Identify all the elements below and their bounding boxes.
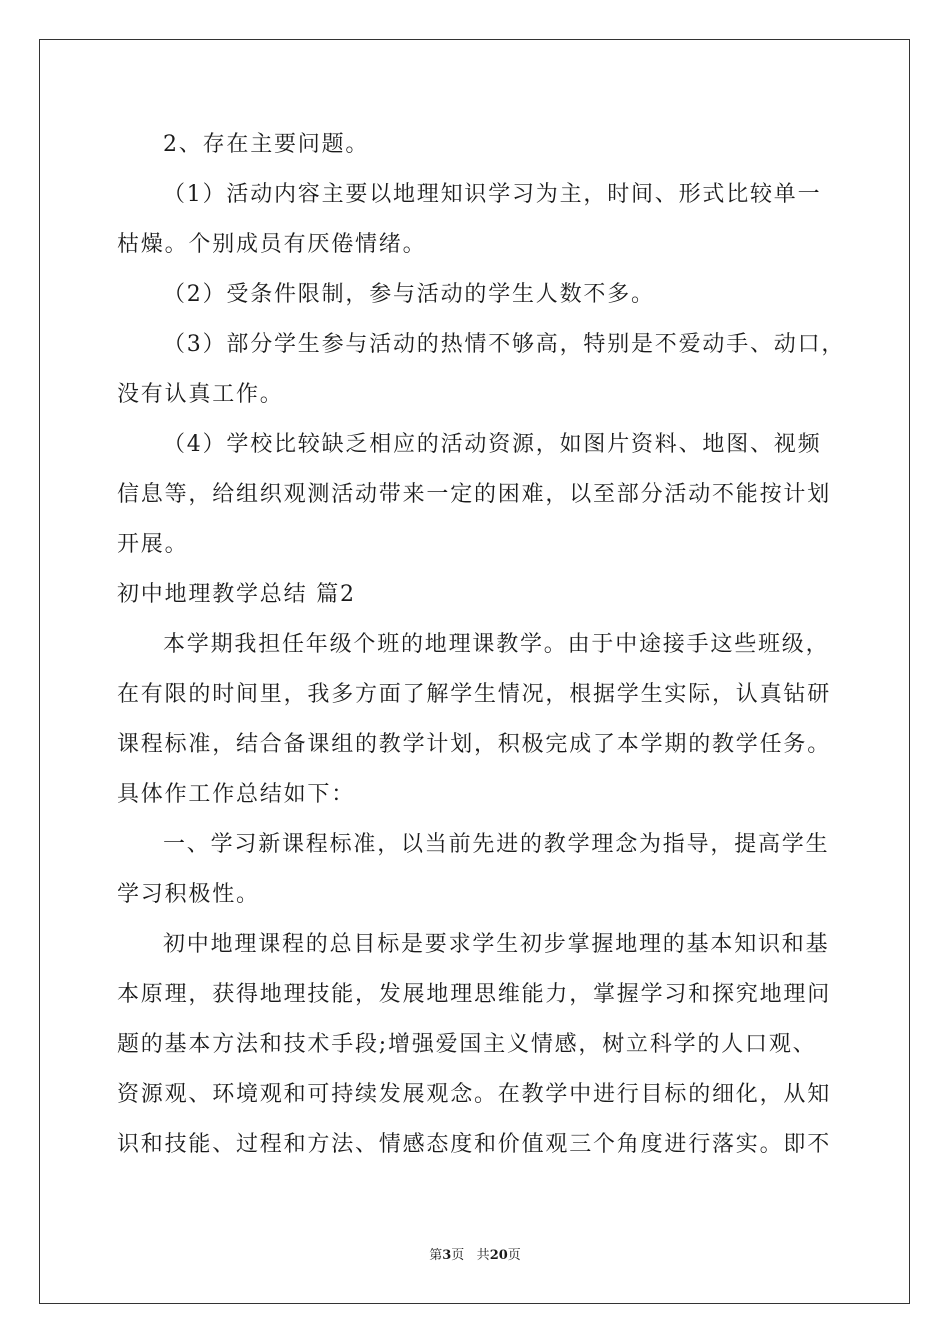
text-line: 没有认真工作。 bbox=[117, 382, 284, 407]
text-line: 本学期我担任年级个班的地理课教学。由于中途接手这些班级， bbox=[163, 632, 830, 657]
document-body bbox=[117, 130, 846, 1180]
text-line: 本原理，获得地理技能，发展地理思维能力，掌握学习和探究地理问 bbox=[117, 982, 832, 1007]
total-pages-number: 20 bbox=[489, 1248, 508, 1263]
text-line: 资源观、环境观和可持续发展观念。在教学中进行目标的细化，从知 bbox=[117, 1082, 832, 1107]
page-footer bbox=[0, 1247, 950, 1265]
text-line: （3）部分学生参与活动的热情不够高，特别是不爱动手、动口， bbox=[163, 332, 846, 357]
text-line: 枯燥。个别成员有厌倦情绪。 bbox=[117, 232, 427, 257]
text-line: 课程标准，结合备课组的教学计划，积极完成了本学期的教学任务。 bbox=[117, 732, 832, 757]
text-line: 识和技能、过程和方法、情感态度和价值观三个角度进行落实。即不 bbox=[117, 1132, 832, 1157]
text-line: 信息等，给组织观测活动带来一定的困难，以至部分活动不能按计划 bbox=[117, 482, 832, 507]
text-line: （1）活动内容主要以地理知识学习为主，时间、形式比较单一 bbox=[163, 182, 822, 207]
current-page-number: 3 bbox=[442, 1248, 452, 1263]
text-line: 初中地理教学总结 篇2 bbox=[117, 582, 356, 607]
text-line: 题的基本方法和技术手段;增强爱国主义情感，树立科学的人口观、 bbox=[117, 1032, 817, 1057]
footer-total-suffix: 页 bbox=[507, 1248, 521, 1263]
text-line: 学习积极性。 bbox=[117, 882, 260, 907]
text-line: （2）受条件限制，参与活动的学生人数不多。 bbox=[163, 282, 655, 307]
footer-total-prefix: 共 bbox=[476, 1248, 490, 1263]
text-line: 2、存在主要问题。 bbox=[163, 132, 370, 157]
text-line: 一、学习新课程标准，以当前先进的教学理念为指导，提高学生 bbox=[163, 832, 830, 857]
footer-page-suffix: 页 bbox=[451, 1248, 465, 1263]
text-line: 在有限的时间里，我多方面了解学生情况，根据学生实际，认真钻研 bbox=[117, 682, 832, 707]
text-line: 初中地理课程的总目标是要求学生初步掌握地理的基本知识和基 bbox=[163, 932, 830, 957]
text-line: 开展。 bbox=[117, 532, 189, 557]
text-line: 具体作工作总结如下： bbox=[117, 782, 356, 807]
footer-prefix: 第 bbox=[429, 1248, 443, 1263]
text-line: （4）学校比较缺乏相应的活动资源，如图片资料、地图、视频 bbox=[163, 432, 822, 457]
